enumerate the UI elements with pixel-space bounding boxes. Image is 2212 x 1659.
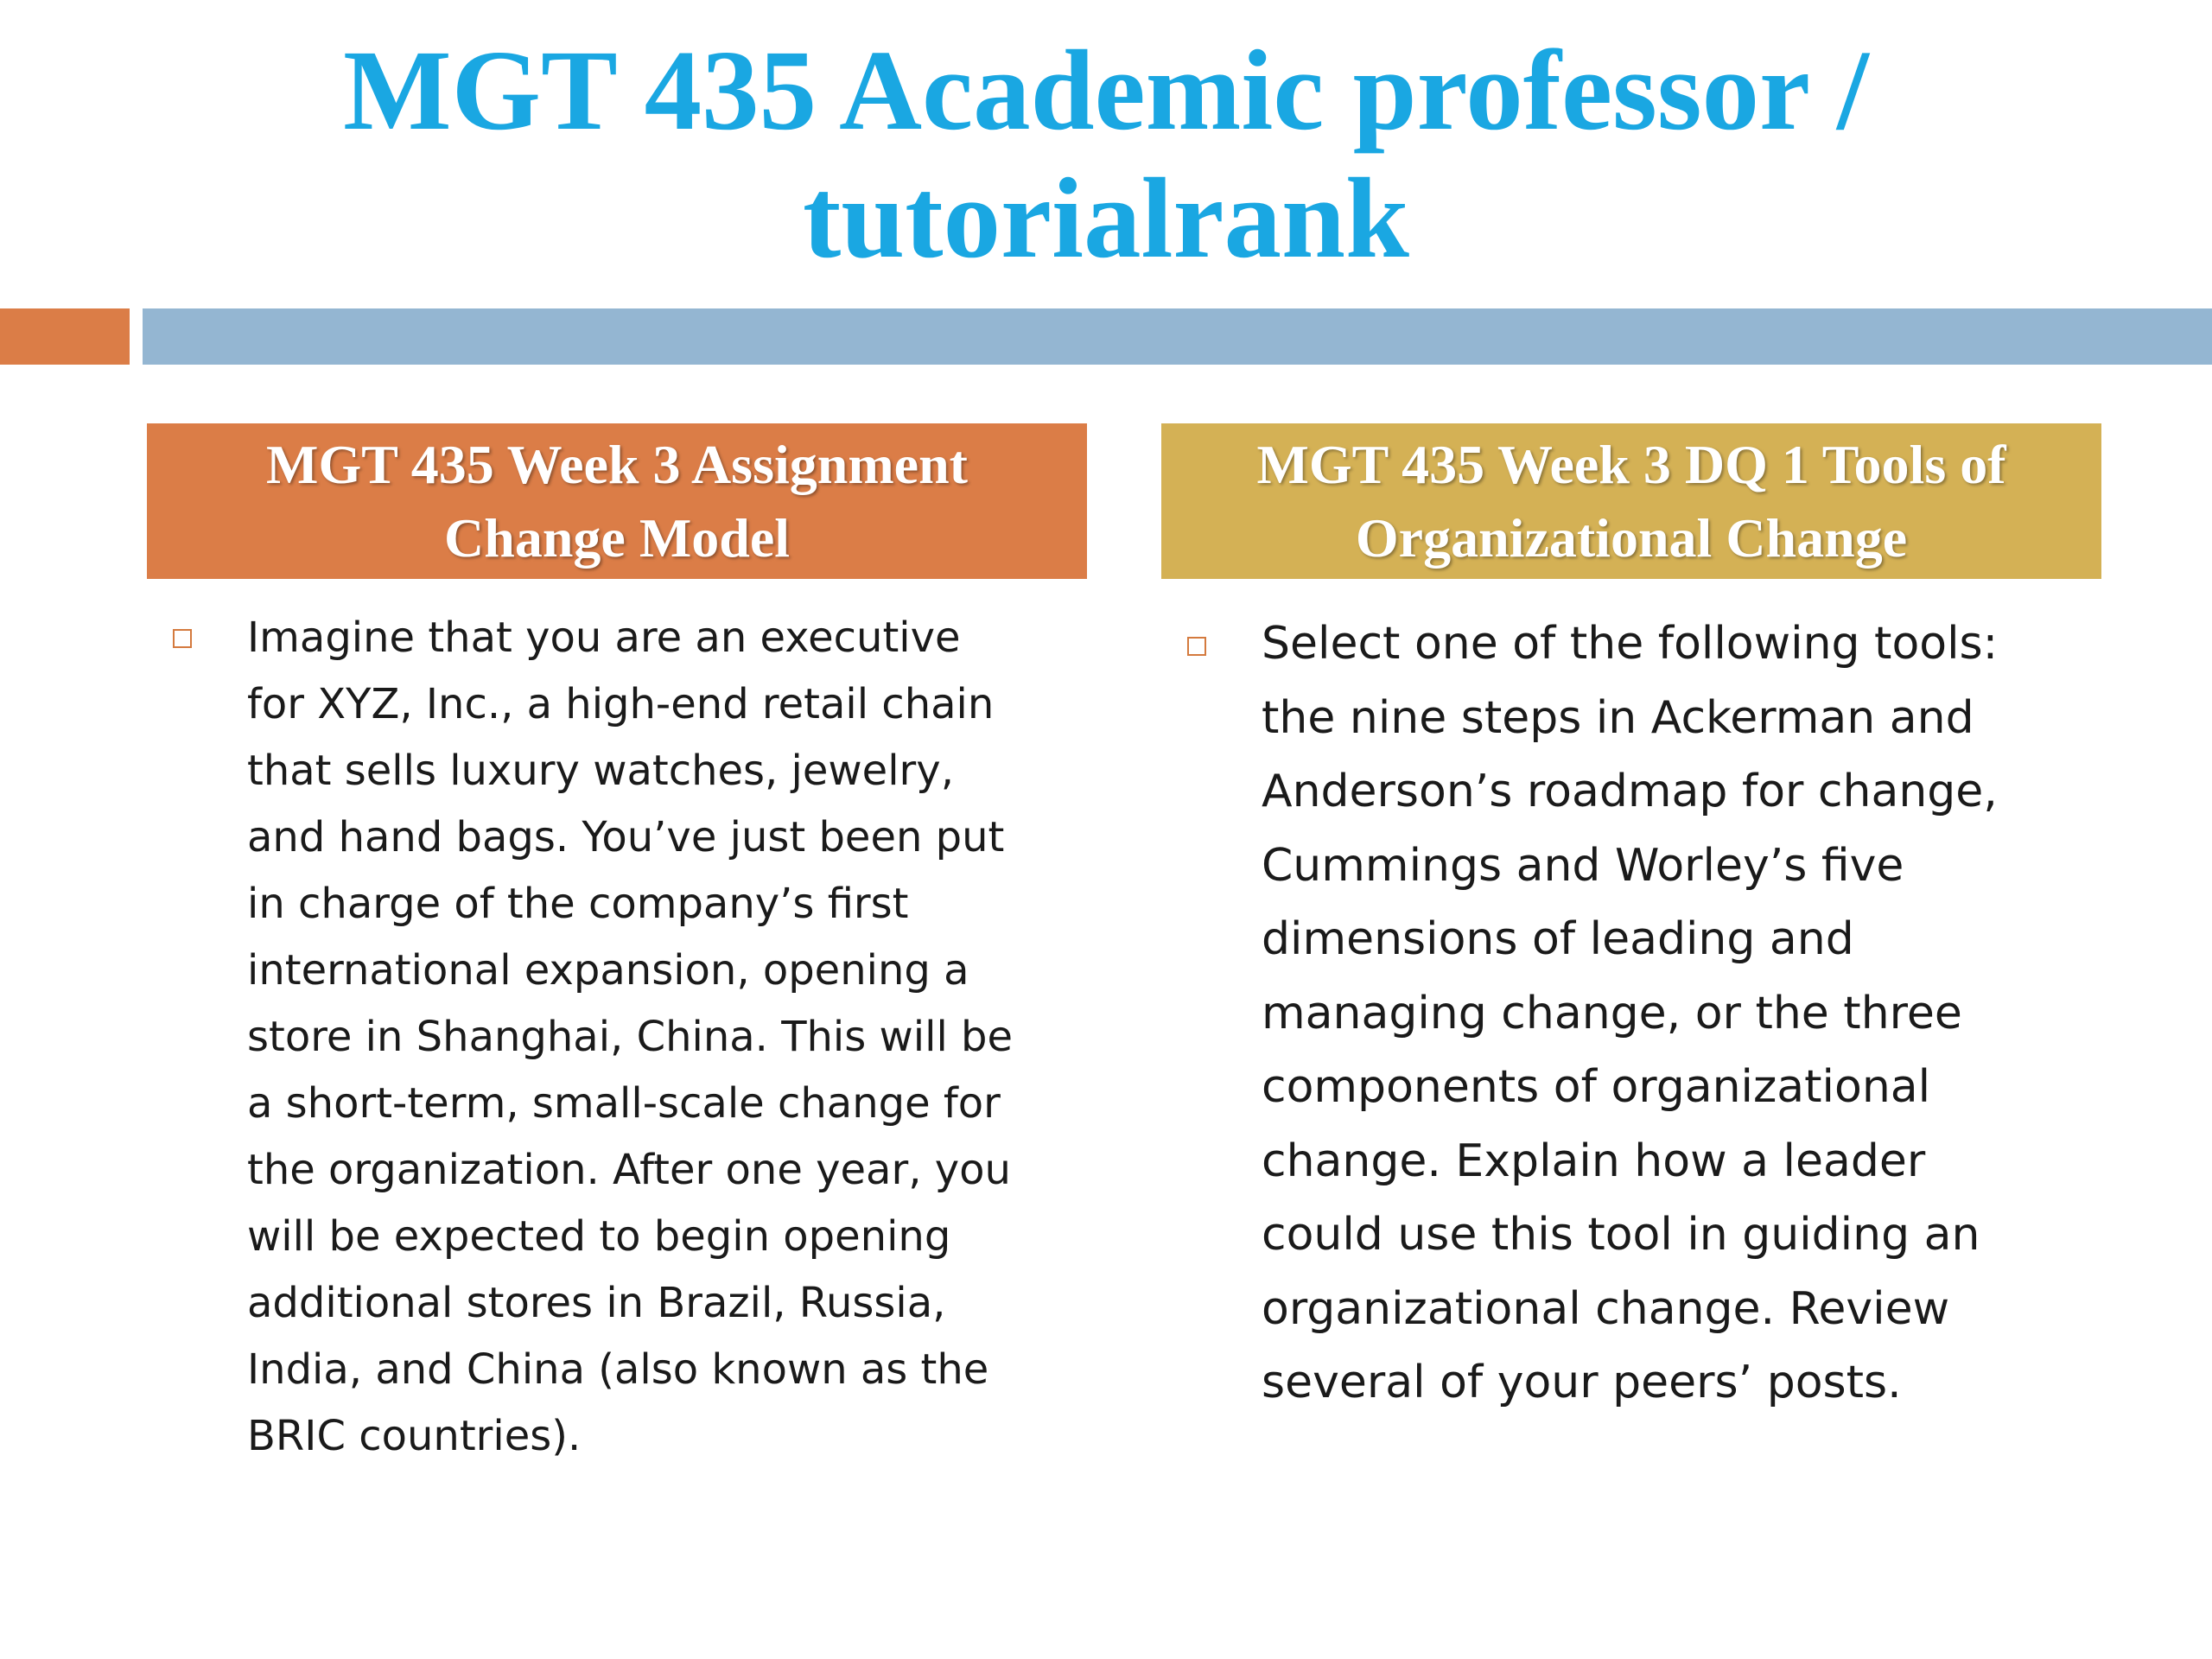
hollow-square-bullet-icon <box>173 629 192 648</box>
slide-title-line: MGT 435 Academic professor / <box>343 26 1869 154</box>
body-line: for XYZ, Inc., a high-end retail chain <box>247 680 995 728</box>
left-column-body <box>247 605 1013 1470</box>
body-line: the organization. After one year, you <box>247 1146 1011 1194</box>
body-line: will be expected to begin opening <box>247 1212 951 1261</box>
body-line: managing change, or the three <box>1262 987 1962 1039</box>
body-line: Anderson’s roadmap for change, <box>1262 766 1998 817</box>
blue-accent-bar <box>143 308 2212 365</box>
left-header-line: Change Model <box>444 507 790 569</box>
body-line: dimensions of leading and <box>1262 913 1854 965</box>
right-header-line: MGT 435 Week 3 DQ 1 Tools of <box>1256 434 2006 495</box>
body-line: in charge of the company’s first <box>247 880 909 928</box>
slide-title <box>0 26 2212 282</box>
right-column-body <box>1262 607 1998 1421</box>
right-header-line: Organizational Change <box>1355 507 1908 569</box>
body-line: could use this tool in guiding an <box>1262 1209 1980 1261</box>
body-line: that sells luxury watches, jewelry, <box>247 747 954 795</box>
body-line: the nine steps in Ackerman and <box>1262 691 1974 744</box>
body-line: Select one of the following tools: <box>1262 618 1999 670</box>
body-line: organizational change. Review <box>1262 1282 1950 1335</box>
body-line: Cummings and Worley’s five <box>1262 839 1904 892</box>
body-line: a short-term, small-scale change for <box>247 1079 1001 1128</box>
body-line: BRIC countries). <box>247 1412 582 1460</box>
body-line: Imagine that you are an executive <box>247 613 961 662</box>
left-column-header <box>147 423 1087 579</box>
body-line: India, and China (also known as the <box>247 1345 989 1394</box>
body-line: several of your peers’ posts. <box>1262 1357 1902 1408</box>
body-line: change. Explain how a leader <box>1262 1135 1926 1187</box>
orange-accent-bar <box>0 308 130 365</box>
body-line: international expansion, opening a <box>247 946 969 995</box>
slide-title-line: tutorialrank <box>803 154 1409 282</box>
body-line: store in Shanghai, China. This will be <box>247 1013 1014 1061</box>
right-column-header <box>1161 423 2101 579</box>
body-line: components of organizational <box>1262 1061 1931 1113</box>
body-line: and hand bags. You’ve just been put <box>247 813 1005 861</box>
left-header-line: MGT 435 Week 3 Assignment <box>266 434 968 495</box>
body-line: additional stores in Brazil, Russia, <box>247 1279 946 1327</box>
hollow-square-bullet-icon <box>1187 637 1206 656</box>
